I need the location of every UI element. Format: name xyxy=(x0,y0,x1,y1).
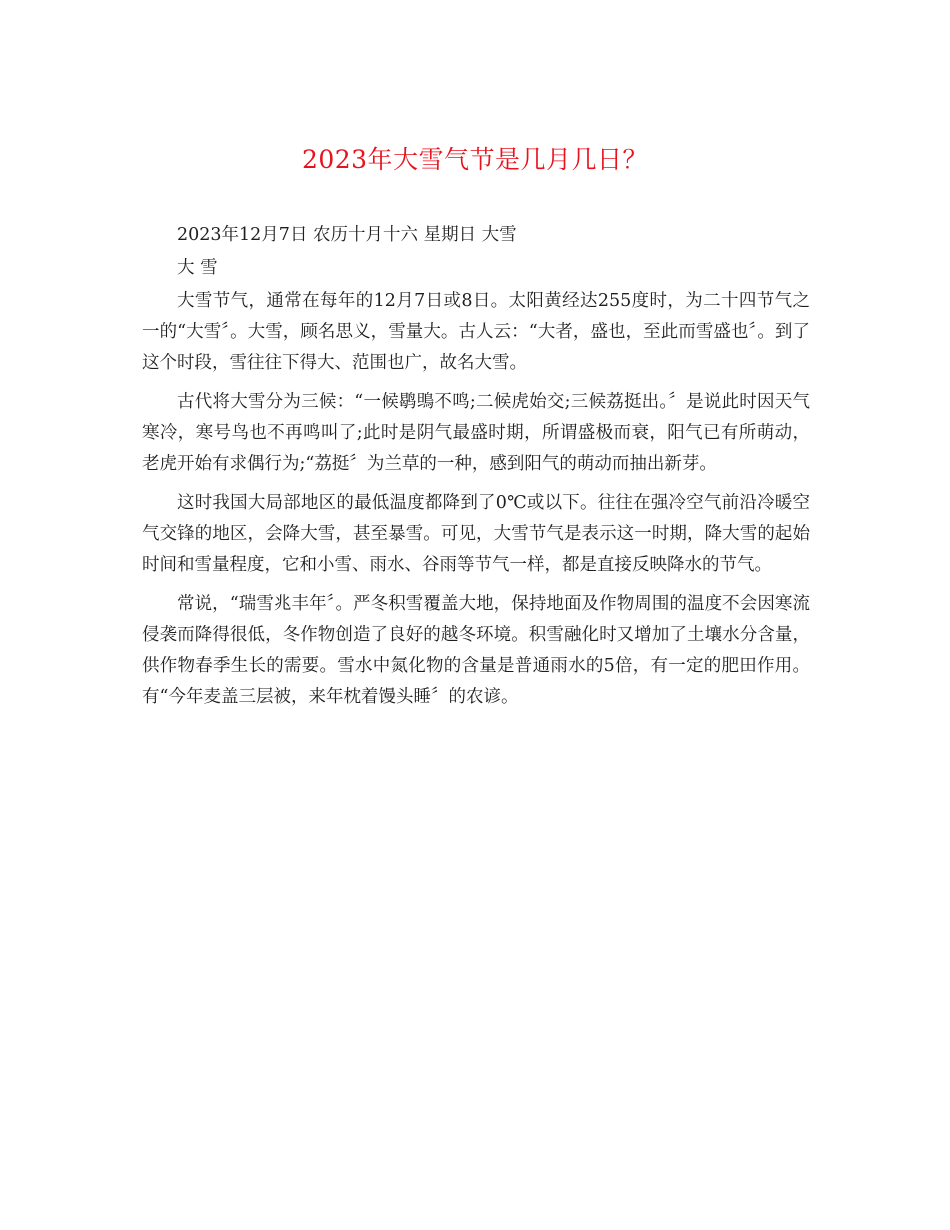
paragraph-temperature: 这时我国大局部地区的最低温度都降到了0℃或以下。往往在强冷空气前沿冷暖空气交锋的地区，会降大雪，甚至暴雪。可见，大雪节气是表示这一时期，降大雪的起始时间和雪量程度，它和小雪、雨水、谷雨等节气一样，都是直接反映降水的节气。 xyxy=(142,493,810,575)
paragraph-intro: 大雪节气，通常在每年的12月7日或8日。太阳黄经达255度时，为二十四节气之一的“大雪〞。大雪，顾名思义，雪量大。古人云：“大者，盛也，至此而雪盛也〞。到了这个时段，雪往往下得大、范围也广，故名大雪。 xyxy=(142,291,810,373)
document-title: 2023年大雪气节是几月几日？ xyxy=(301,145,649,174)
date-line: 2023年12月7日 农历十月十六 星期日 大雪 xyxy=(177,225,517,245)
section-heading: 大 雪 xyxy=(177,258,218,278)
paragraph-snow-harvest: 常说，“瑞雪兆丰年〞。严冬积雪覆盖大地，保持地面及作物周围的温度不会因寒流侵袭而降得很低，冬作物创造了良好的越冬环境。积雪融化时又增加了土壤水分含量，供作物春季生长的需要。雪水中氮化物的含量是普通雨水的5倍，有一定的肥田作用。有“今年麦盖三层被，来年枕着馒头睡〞的农谚。 xyxy=(142,594,810,707)
document-body xyxy=(142,220,810,721)
paragraph-three-phases: 古代将大雪分为三候：“一候鹖鴠不鸣;二候虎始交;三候荔挺出。〞是说此时因天气寒冷，寒号鸟也不再鸣叫了;此时是阴气最盛时期，所谓盛极而衰，阳气已有所萌动，老虎开始有求偶行为;“荔挺〞为兰草的一种，感到阳气的萌动而抽出新芽。 xyxy=(142,392,810,474)
